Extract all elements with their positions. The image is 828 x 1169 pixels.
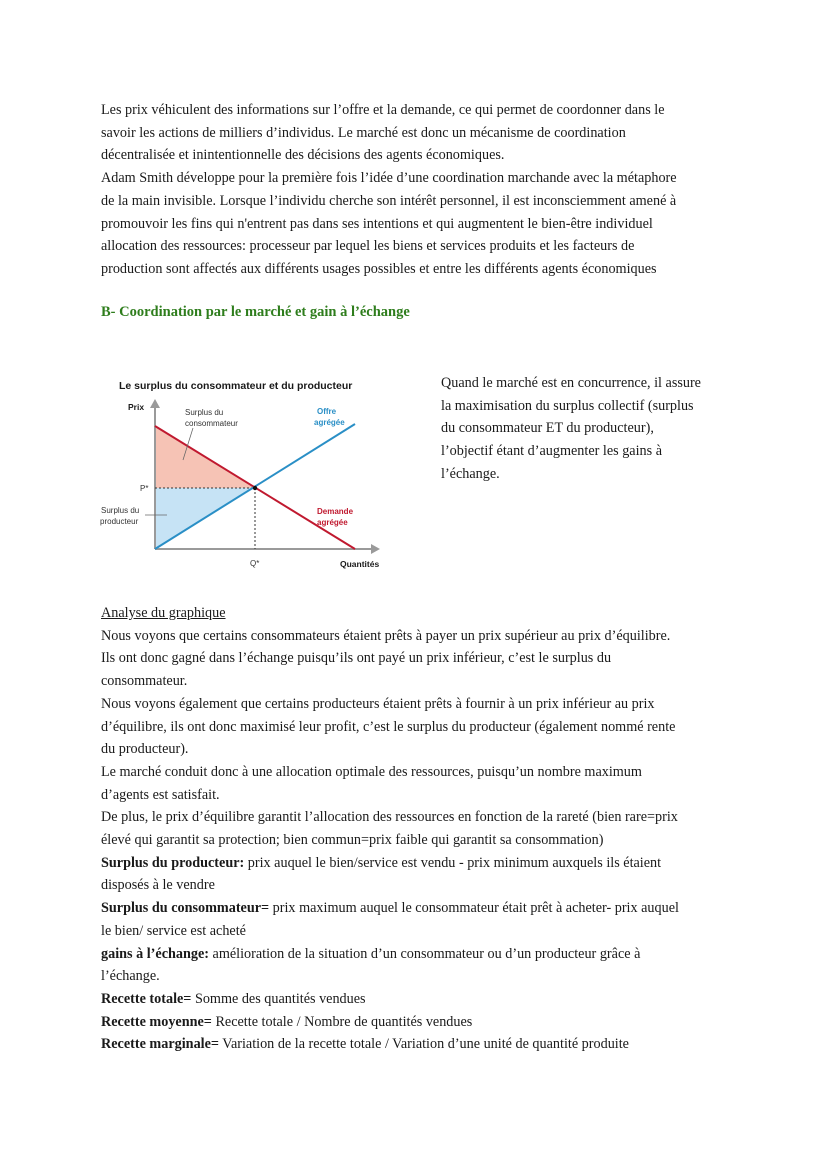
side-line: du consommateur ET du producteur), <box>441 420 654 437</box>
definition-term: Recette moyenne= <box>101 1013 212 1030</box>
definition-surplus-consommateur <box>101 897 741 920</box>
analysis-line: Le marché conduit donc à une allocation optimale des ressources, puisqu’un nombre maximum <box>101 763 642 780</box>
demand-label: Demande <box>317 507 354 516</box>
y-axis-label: Prix <box>128 402 145 412</box>
supply-label: Offre <box>317 407 337 416</box>
intro-line: allocation des ressources: processeur par lequel les biens et services produits et les facteurs de <box>101 238 635 255</box>
y-axis-arrow-icon <box>150 399 160 408</box>
definition-term: gains à l’échange: <box>101 945 209 962</box>
intro-line: savoir les actions de milliers d’individus. Le marché est donc un mécanisme de coordination <box>101 124 626 141</box>
side-paragraph <box>441 372 701 486</box>
definition-continuation: le bien/ service est acheté <box>101 922 246 939</box>
surplus-chart <box>95 372 395 577</box>
side-line: la maximisation du surplus collectif (surplus <box>441 397 694 414</box>
intro-line: production sont affectés aux différents usages possibles et entre les différents agents économiques <box>101 260 657 277</box>
x-axis-label: Quantités <box>340 559 380 569</box>
definition-term: Surplus du consommateur= <box>101 900 270 917</box>
analysis-line: Nous voyons également que certains producteurs étaient prêts à fournir à un prix inférieur au prix <box>101 695 655 712</box>
analysis-line: élevé qui garantit sa protection; bien commun=prix faible qui garantit sa consommation) <box>101 832 604 849</box>
definition-text: prix maximum auquel le consommateur était prêt à acheter- prix auquel <box>269 900 679 917</box>
equilibrium-point <box>253 486 257 490</box>
definition-text: amélioration de la situation d’un consommateur ou d’un producteur grâce à <box>208 945 641 962</box>
definition-gains-echange <box>101 943 741 966</box>
side-line: l’échange. <box>441 465 500 482</box>
section-heading: B- Coordination par le marché et gain à l’échange <box>101 304 410 320</box>
intro-line: de la main invisible. Lorsque l’individu cherche son intérêt personnel, il est inconsciemment amené à <box>101 192 677 209</box>
side-line: l’objectif étant d’augmenter les gains à <box>441 443 663 460</box>
definition-surplus-producteur <box>101 852 741 875</box>
analysis-line: d’équilibre, ils ont donc maximisé leur profit, c’est le surplus du producteur (également nommé rente <box>101 718 676 735</box>
definition-term: Surplus du producteur: <box>101 854 245 871</box>
analysis-line: consommateur. <box>101 673 188 690</box>
consumer-surplus-label: consommateur <box>185 419 238 428</box>
definition-text: Recette totale / Nombre de quantités vendues <box>211 1013 473 1030</box>
demand-label: agrégée <box>317 518 348 527</box>
definition-continuation: l’échange. <box>101 968 160 985</box>
x-axis-arrow-icon <box>371 544 380 554</box>
definition-term: Recette totale= <box>101 990 192 1007</box>
definition-term: Recette marginale= <box>101 1036 219 1053</box>
analysis-line: Nous voyons que certains consommateurs étaient prêts à payer un prix supérieur au prix d’équilibre. <box>101 627 671 644</box>
producer-surplus-label: producteur <box>100 517 139 526</box>
supply-label: agrégée <box>314 418 345 427</box>
q-star-label: Q* <box>250 559 260 568</box>
definition-text: Somme des quantités vendues <box>191 990 366 1007</box>
analysis-title: Analyse du graphique <box>101 605 226 621</box>
definition-text: Variation de la recette totale / Variation d’une unité de quantité produite <box>218 1036 629 1053</box>
analysis-line: De plus, le prix d’équilibre garantit l’allocation des ressources en fonction de la rareté (bien rare=prix <box>101 809 678 826</box>
intro-paragraph <box>101 99 741 281</box>
intro-line: Adam Smith développe pour la première fois l’idée d’une coordination marchande avec la métaphore <box>101 170 677 187</box>
definition-recette-moyenne <box>101 1011 741 1034</box>
chart-title: Le surplus du consommateur et du producteur <box>119 380 353 392</box>
analysis-line: du producteur). <box>101 741 189 758</box>
p-star-label: P* <box>140 484 149 493</box>
analysis-section <box>101 602 741 1056</box>
analysis-line: d’agents est satisfait. <box>101 786 220 803</box>
intro-line: promouvoir les fins qui n'entrent pas dans ses intentions et qui augmentent le bien-être individuel <box>101 215 653 232</box>
intro-line: Les prix véhiculent des informations sur l’offre et la demande, ce qui permet de coordonner dans le <box>101 102 665 118</box>
intro-line: décentralisée et inintentionnelle des décisions des agents économiques. <box>101 147 505 164</box>
side-line: Quand le marché est en concurrence, il assure <box>441 375 701 391</box>
analysis-line: Ils ont donc gagné dans l’échange puisqu’ils ont payé un prix inférieur, c’est le surplus du <box>101 650 612 667</box>
definition-recette-marginale <box>101 1033 741 1056</box>
consumer-surplus-label: Surplus du <box>185 408 224 417</box>
definition-recette-totale <box>101 988 741 1011</box>
producer-surplus-label: Surplus du <box>101 506 140 515</box>
definition-continuation: disposés à le vendre <box>101 877 215 894</box>
definition-text: prix auquel le bien/service est vendu - prix minimum auxquels ils étaient <box>244 854 662 871</box>
